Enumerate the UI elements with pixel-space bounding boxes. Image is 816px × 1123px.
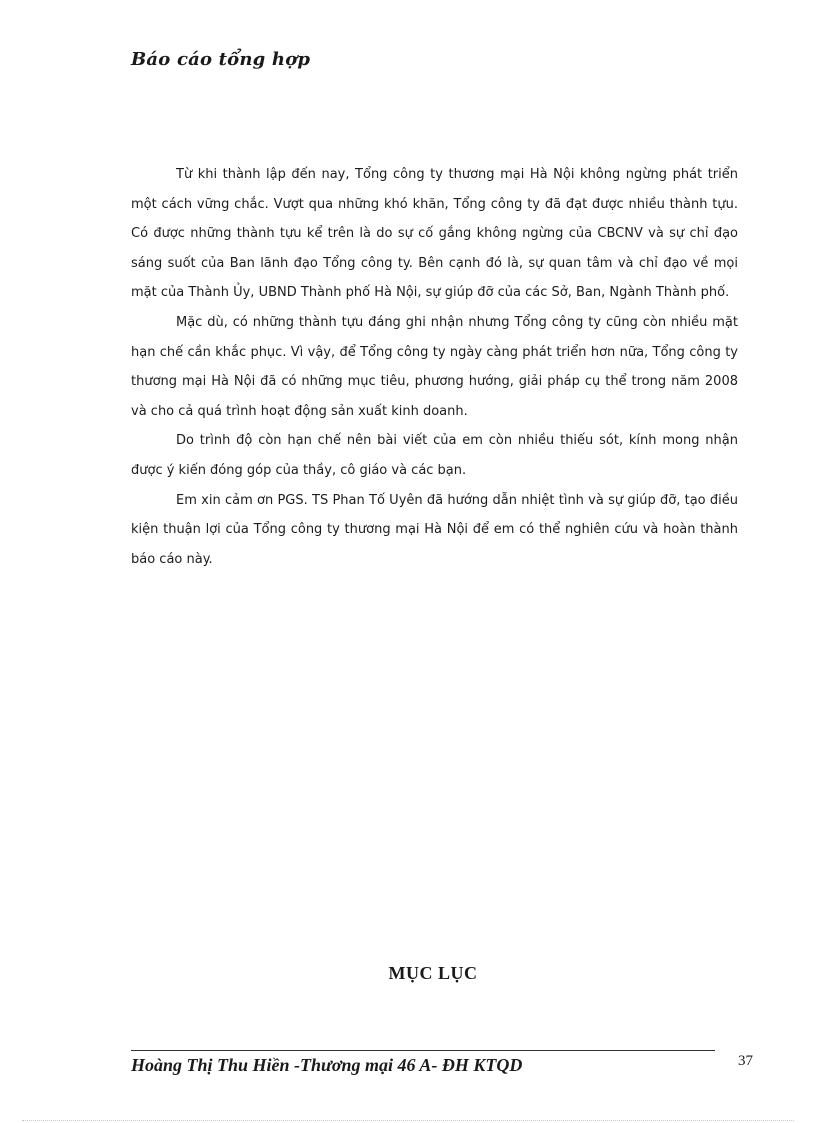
page-bottom-border <box>22 1120 794 1121</box>
paragraph-1: Từ khi thành lập đến nay, Tổng công ty thương mại Hà Nội không ngừng phát triển một cách vững chắc. Vượt qua những khó khăn, Tổng công ty đã đạt được nhiều thành tựu. Có được những thành tựu kể trên là do sự cố gắng không ngừng của CBCNV và sự chỉ đạo sáng suốt của Ban lãnh đạo Tổng công ty. Bên cạnh đó là, sự quan tâm và chỉ đạo về mọi mặt của Thành Ủy, UBND Thành phố Hà Nội, sự giúp đỡ của các Sở, Ban, Ngành Thành phố. <box>131 167 738 301</box>
paragraph-2: Mặc dù, có những thành tựu đáng ghi nhận nhưng Tổng công ty cũng còn nhiều mặt hạn chế cần khắc phục. Vì vậy, để Tổng công ty ngày càng phát triển hơn nữa, Tổng công ty thương mại Hà Nội đã có những mục tiêu, phương hướng, giải pháp cụ thể trong năm 2008 và cho cả quá trình hoạt động sản xuất kinh doanh. <box>131 314 738 419</box>
footer-author: Hoàng Thị Thu Hiền -Thương mại 46 A- ĐH KTQD <box>131 1055 523 1075</box>
footer-divider <box>131 1050 715 1051</box>
paragraph-3: Do trình độ còn hạn chế nên bài viết của em còn nhiều thiếu sót, kính mong nhận được ý kiến đóng góp của thầy, cô giáo và các bạn. <box>131 433 738 478</box>
paragraph-4: Em xin cảm ơn PGS. TS Phan Tố Uyên đã hướng dẫn nhiệt tình và sự giúp đỡ, tạo điều kiện thuận lợi của Tổng công ty thương mại Hà Nội để em có thể nghiên cứu và hoàn thành báo cáo này. <box>131 492 738 567</box>
body-text <box>131 160 738 574</box>
toc-heading: MỤC LỤC <box>388 963 478 983</box>
header-title: Báo cáo tổng hợp <box>131 49 311 70</box>
page-number: 37 <box>738 1053 753 1069</box>
